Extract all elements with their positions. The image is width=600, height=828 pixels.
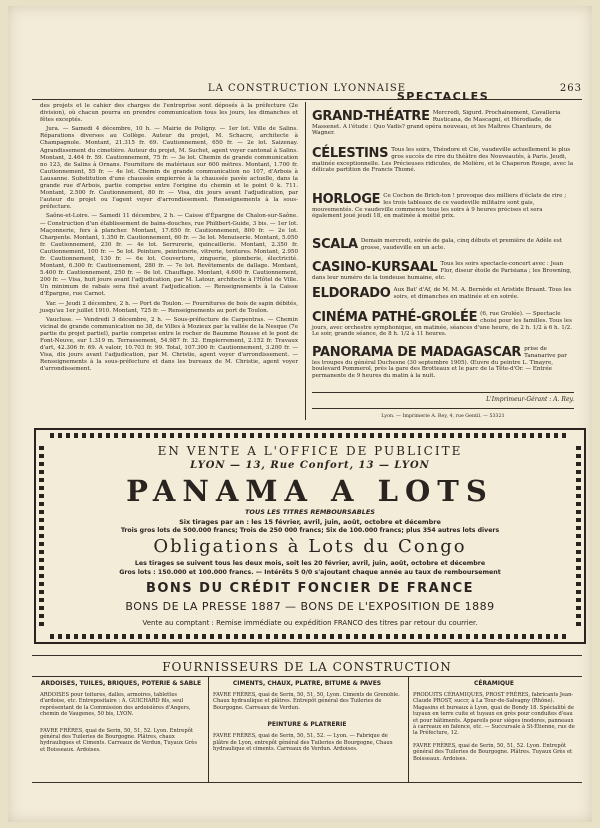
ad-panama-title: PANAMA A LOTS <box>126 474 494 508</box>
venue-horloge <box>312 193 574 220</box>
venue-panorama-madagascar <box>312 346 574 380</box>
supplier-entry: FAVRE FRÈRES, quai de Serin, 50, 51, 52. — Lyon. — Fabrique de plâtre de Lyon, entrepôt général des Tuileries de Bourgogne, Chaux hydraulique et ciments. Carreaux de Verdun. Ardoises. <box>213 733 393 753</box>
paragraph-var: Var. — Jeudi 2 décembre, 2 h. — Port de Toulon. — Fournitures de bois de sapin débités, jusqu'au 1er juillet 1910. Montant, 725 fr. — Renseignements au port de Toulon. <box>40 300 298 314</box>
ad-bons-presse: BONS DE LA PRESSE 1887 — BONS DE L'EXPOSITION DE 1889 <box>125 600 495 613</box>
fournisseurs-col-ardoises <box>40 680 202 753</box>
ad-credit-foncier: BONS DU CRÉDIT FONCIER DE FRANCE <box>145 581 475 596</box>
imprint-rule <box>312 408 574 409</box>
venue-text: Tous les soirs, Théodore et Cie, vaudeville actuellement le plus gros succès de rire du théâtre des Nouveautés, à Paris. Jeudi, matinée exceptionnelle. Les Précieuses ridicules, de Molière, et le Chaperon Rouge, avec la délicate partition de Francis Thomé. <box>312 147 574 174</box>
supplier-entry: FAVRE FRÈRES, quai de Serin, 50, 51, 50, Lyon. Ciments de Grenoble. Chaux hydraulique et plâtres. Entrepôt général des Tuileries de Bourgogne. Carreaux de Verdun. <box>213 692 400 711</box>
paragraph-jura: Jura. — Samedi 4 décembre, 10 h. — Mairie de Poligny. — 1er lot. Ville de Salins. Réparations diverses au Collège. Auteur du projet, M. Schacre, architecte à Champagnole. Montant, 21.315 fr. 69. Cautionnement, 650 fr. — 2e lot. Saizenay. Agrandissement du cimetière. Auteur du projet, M. Suchet, agent voyer cantonal à Salins. Montant, 2.464 fr. 59. Cautionnement, 75 fr. — 3e lot. Chemin de grande communication no 123, de Salins à Ornans. Fourniture de matériaux sur 600 mètres. Montant, 1.700 fr. Cautionnement, 55 fr. — 4e lot. Chemin de grande communication no 107, d'Arbois à Lausanne. Substitution d'une chaussée empierrée à la chaussée pavée actuelle, dans la grande rue d'Arbois, partie comprise entre l'origine du chemin et le point 0 k. 711. Montant, 2.500 fr. Cautionnement, 80 fr. — Visa, dix jours avant l'adjudication, par l'auteur du projet ou l'agent voyer d'arrondissement. Renseignements à la sous-préfecture. <box>40 126 298 211</box>
imprimeur-gerant: L'Imprimeur-Gérant : A. Rey. <box>486 396 574 403</box>
ad-panama-draws: Six tirages par an : les 15 février, avril, juin, août, octobre et décembre <box>179 518 441 526</box>
column-divider <box>305 102 306 420</box>
advertisement <box>34 428 586 644</box>
venue-text: prise de Tananarive par les troupes du général Duchesne (30 septembre 1905). Œuvre du peintre L. Tinayre, boulevard Pommerol, près la gare des Brotteaux et le parc de la Tête-d'Or. — Entrée permanente de 9 heures du matin à la nuit. <box>312 346 567 380</box>
fournisseurs-rule <box>32 676 582 677</box>
venue-name: CASINO-KURSAAL <box>312 260 438 275</box>
ad-vente-comptant: Vente au comptant : Remise immédiate ou expédition FRANCO des titres par retour du courrier. <box>142 619 478 627</box>
venue-name: CINÉMA PATHÉ-GROLÉE <box>312 310 478 325</box>
fournisseurs-title: FOURNISSEURS DE LA CONSTRUCTION <box>162 660 452 674</box>
paragraph-saone-et-loire: Saône-et-Loire. — Samedi 11 décembre, 2 h. — Caisse d'Épargne de Chalon-sur-Saône. — Construction d'un établissement de bains-douches, rue Philibert-Guide, 3 bis. — 1er lot. Maçonnerie, fers à plancher. Montant, 17.650 fr. Cautionnement, 800 fr. — 2e lot. Charpente. Montant, 1.350 fr. Cautionnement, 60 fr. — 3e lot. Menuiserie. Montant, 5.050 fr. Cautionnement, 230 fr. — 4e lot. Serrurerie, quincaillerie. Montant, 2.350 fr. Cautionnement, 100 fr. — 5e lot. Peinture, peinturerie, vitrerie, tentures. Montant, 2.950 fr. Cautionnement, 130 fr. — 6e lot. Couverture, zinguerie, plomberie, électricité. Montant, 6.300 fr. Cautionnement, 280 fr. — 7e lot. Revêtements de dallage. Montant, 5.400 fr. Cautionnement, 250 fr. — 8e lot. Chauffage. Montant, 4.600 fr. Cautionnement, 200 fr. — Visa, huit jours avant l'adjudication, par M. Latour, architecte à l'Hôtel de Ville. Un minimum de rabais sera fixé avant l'adjudication. — Renseignements à la Caisse d'Épargne, rue Carnot. <box>40 213 298 298</box>
journal-title: LA CONSTRUCTION LYONNAISE <box>207 83 407 94</box>
paragraph: des projets et le cahier des charges de l'entreprise sont déposés à la préfecture (2e division), où chacun pourra en prendre communication tous les jours, les dimanches et fêtes exceptés. <box>40 103 298 124</box>
venue-name: GRAND-THÉATRE <box>312 109 430 124</box>
venue-text: Tous les soirs spectacle-concert avec : Jean Flor, diseur étoile de Parisiana ; les Browning, dans leur numéro de la tondeuse humaine, etc. <box>312 261 572 281</box>
venue-text: Aux Bat' d'Af, de M. M. A. Bernède et Aristide Bruant. Tous les soirs, et dimanches en matinée et en soirée. <box>393 287 572 300</box>
spectacles-title: SPECTACLES <box>396 90 490 103</box>
venue-text: Demain mercredi, soirée de gala, cinq débuts et première de Adèle est grosse, vaudeville en un acte. <box>360 238 562 251</box>
venue-text: Mercredi, Sigurd. Prochainement, Cavalleria Rusticana, de Mascagni, et Hérodiade, de Massenet. A l'étude : Quo Vadis? grand opéra nouveau, et les Maîtres Chanteurs, de Wagner. <box>312 110 561 137</box>
supplier-entry: FAVRE FRÈRES, quai de Serin, 50, 51, 52. Lyon. Entrepôt général des Tuileries de Bourgogne. Plâtres, chaux hydrauliques et Ciments. Carreaux de Verdun, Tuyaux Grès et Boisseaux. Ardoises. <box>40 727 198 753</box>
category-heading: CIMENTS, CHAUX, PLATRE, BITUME & PAVES <box>232 680 382 687</box>
fournisseurs-divider <box>208 677 209 782</box>
fournisseurs-divider <box>408 677 409 782</box>
category-heading: PEINTURE & PLATRERIE <box>267 721 347 729</box>
venue-name: CÉLESTINS <box>312 146 389 161</box>
signer-rule <box>312 392 574 393</box>
venue-name: SCALA <box>312 237 358 252</box>
fournisseurs-col-ceramique <box>413 680 575 762</box>
venue-casino-kursaal <box>312 261 574 281</box>
supplier-entry: PRODUITS CÉRAMIQUES, PROST FRÈRES, fabricants Jean-Claude PROST, succr, à La Tour-de-Salvagny (Rhône). Magasins et bureaux à Lyon, quai de Bondy 18. Spécialité de tuyaux en terre cuite et tuyaux en grès pour conduites d'eau et pour bâtiments. Appareils pour sièges inodores, panneaux à carreaux en faïence, etc. — Succursale à St-Étienne, rue de la Préfecture, 12. <box>413 692 575 737</box>
venue-text: Ce Cochon de Brich-ton ! provoque des milliers d'éclats de rire ; les trois tableaux de ce vaudeville militaire sont gais, mouvementés. Ce vaudeville commence tous les soirs à 9 heures précises et sera également joué jeudi 18, en matinée à moitié prix. <box>312 193 567 220</box>
ad-address-line: LYON — 13, Rue Confort, 13 — LYON <box>190 460 430 471</box>
fournisseurs-col-ciments <box>213 680 401 752</box>
category-heading: CÉRAMIQUE <box>473 680 515 687</box>
venue-name: ELDORADO <box>312 286 391 301</box>
page-number: 263 <box>559 83 582 94</box>
venue-text: (6, rue Grolée). — Spectacle choisi pour les familles. Tous les jours, avec orchestre symphonique, en matinée, séances d'une heure, de 2 h. 1/2 à 6 h. 1/2. Le soir, grande séance, de 8 h. 1/2 à 11 heures. <box>312 311 572 338</box>
fournisseurs-rule-top <box>32 655 582 656</box>
ad-panama-lots: Trois gros lots de 500.000 francs; Trois de 250 000 francs; Six de 100.000 francs; plus 354 autres lots divers <box>120 527 500 534</box>
fournisseurs-rule-bottom <box>32 782 582 783</box>
ad-border-bottom <box>50 634 570 639</box>
ad-congo-lots: Gros lots : 150.000 et 100.000 francs. — Intérêts 5 0/0 s'ajoutant chaque année au taux de remboursement <box>119 569 501 576</box>
venue-name: PANORAMA DE MADAGASCAR <box>312 345 522 360</box>
left-column <box>40 103 298 373</box>
ad-panama-subtitle: TOUS LES TITRES REMBOURSABLES <box>245 508 375 516</box>
ad-congo-draws: Les tirages se suivent tous les deux mois, soit les 20 février, avril, juin, août, octobre et décembre <box>134 560 486 567</box>
supplier-entry: ARDOISES pour toitures, dalles, armoires, tablettes d'ardoise, etc. Entrepositaire : A. GUICHARD fils, seul représentant de la Commission des ardoisières d'Angers, chemin de Vaugenes, 50 bis, LYON. <box>40 692 191 718</box>
paragraph-vaucluse: Vaucluse. — Vendredi 3 décembre, 2 h. — Sous-préfecture de Carpentras. — Chemin vicinal de grande communication no 38, de Villes à Mozieux par la vallée de la Nesque (7e partie du projet partiel), partie comprise entre le rocher de Baumme Rousse et le pont de Font-Neuve, sur 1.319 m. Terrassement, 54.987 fr. 32. Empierrement, 2.152 fr. Travaux d'art, 42.306 fr. 69. A valoir, 10.703 fr. 99. Total, 107.300 fr. Cautionnement, 3.200 fr. — Visa, dix jours avant l'adjudication, par M. Christie, agent voyer d'arrondissement. — Renseignements à la sous-préfecture et dans les bureaux de M. Christie, agent voyer d'arrondissement. <box>40 316 298 373</box>
venue-cinema-pathe-grolee <box>312 311 574 338</box>
category-heading: ARDOISES, TUILES, BRIQUES, POTERIE & SABLE <box>40 680 202 687</box>
venue-name: HORLOGE <box>312 192 381 207</box>
imprint-line: Lyon. — Imprimerie A. Rey, 4, rue Gentil. — 53321 <box>381 414 505 419</box>
venue-eldorado <box>312 287 574 301</box>
venue-celestins <box>312 147 574 174</box>
venue-scala <box>312 238 574 252</box>
supplier-entry: FAVRE FRÈRES, quai de Serin, 50, 51, 52. Lyon. Entrepôt général des Tuileries de Bourgogne. Plâtres. Tuyaux Grès et Boisseaux. Ardoises. <box>413 742 573 762</box>
ad-congo-title: Obligations à Lots du Congo <box>153 536 467 557</box>
venue-grand-theatre <box>312 110 574 137</box>
ad-office-line: EN VENTE A L'OFFICE DE PUBLICITE <box>157 444 463 458</box>
ad-border-top <box>50 433 570 438</box>
